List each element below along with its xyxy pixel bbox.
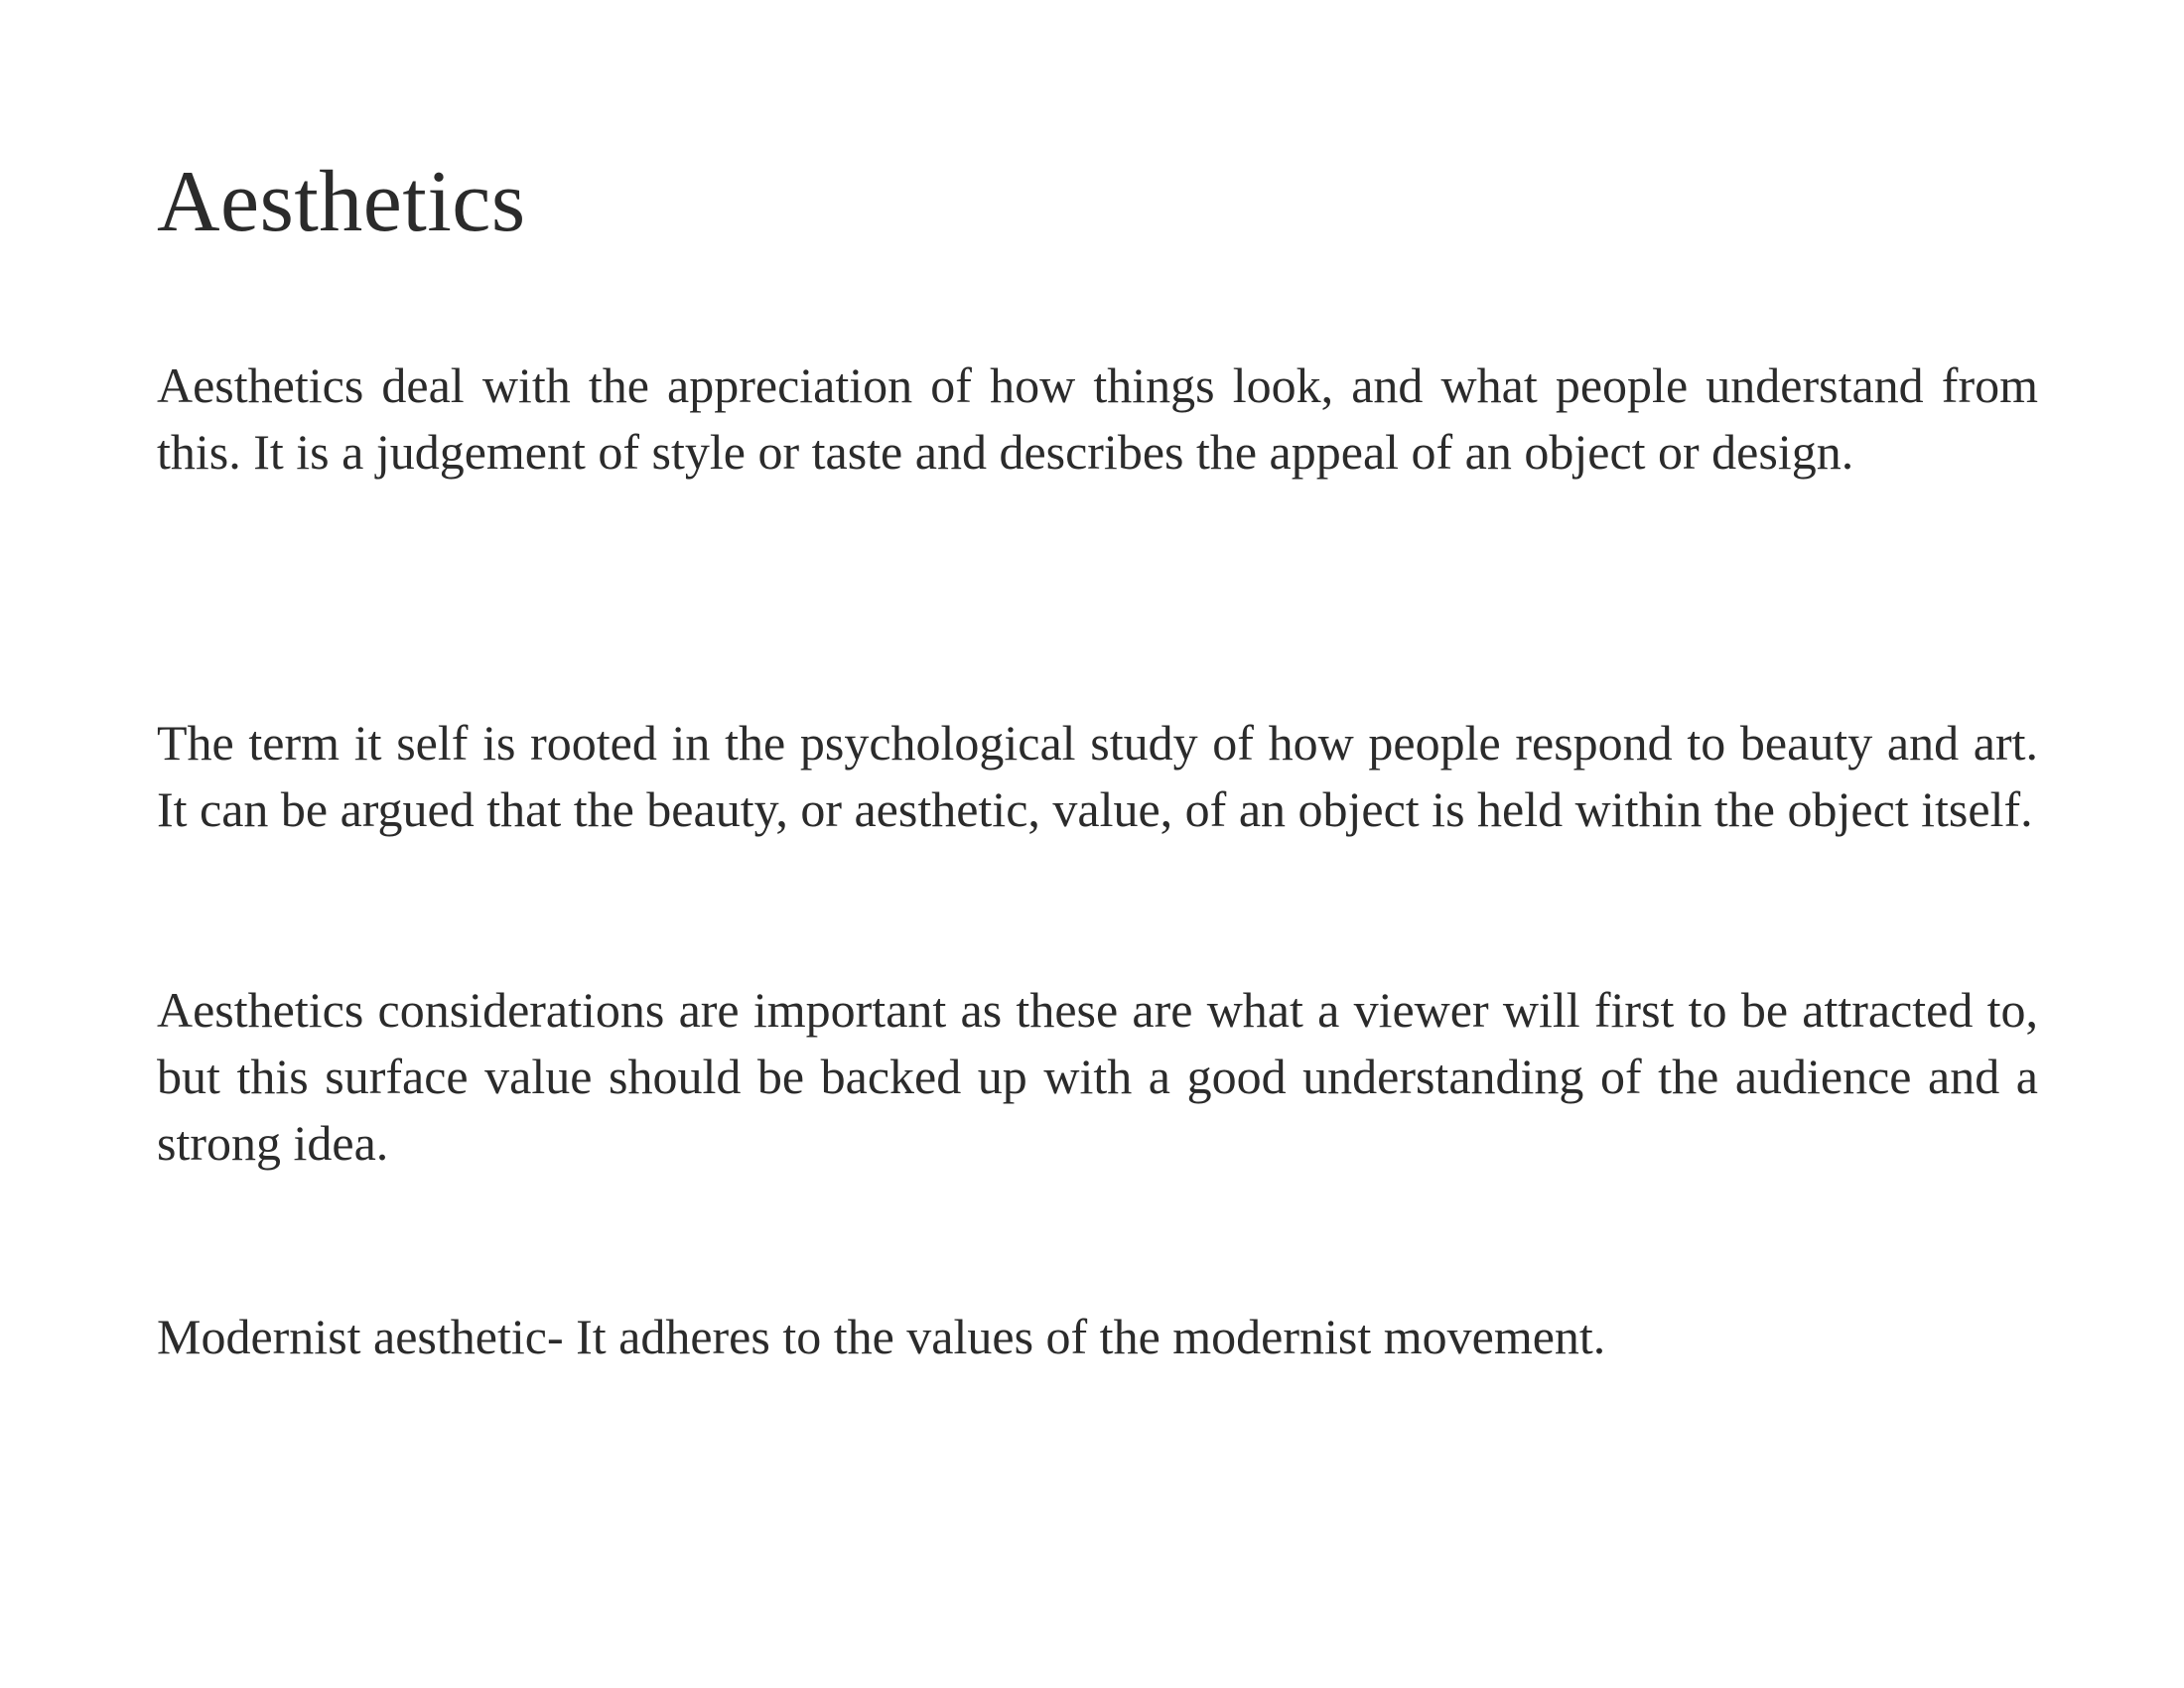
paragraph-considerations: Aesthetics considerations are important as these are what a viewer will first to be attracted to, but this surface value should be backed up with a good understanding of the audience and a strong idea. [157, 982, 2038, 1171]
paragraph-origin: The term it self is rooted in the psychological study of how people respond to beauty and art. It can be argued that the beauty, or aesthetic, value, of an object is held within the object itself. [157, 715, 2038, 837]
paragraph-modernist: Modernist aesthetic- It adheres to the values of the modernist movement. [157, 1309, 1606, 1364]
page-title: Aesthetics [157, 154, 526, 250]
paragraph-definition: Aesthetics deal with the appreciation of how things look, and what people understand from this. It is a judgement of style or taste and describes the appeal of an object or design. [157, 357, 2038, 480]
